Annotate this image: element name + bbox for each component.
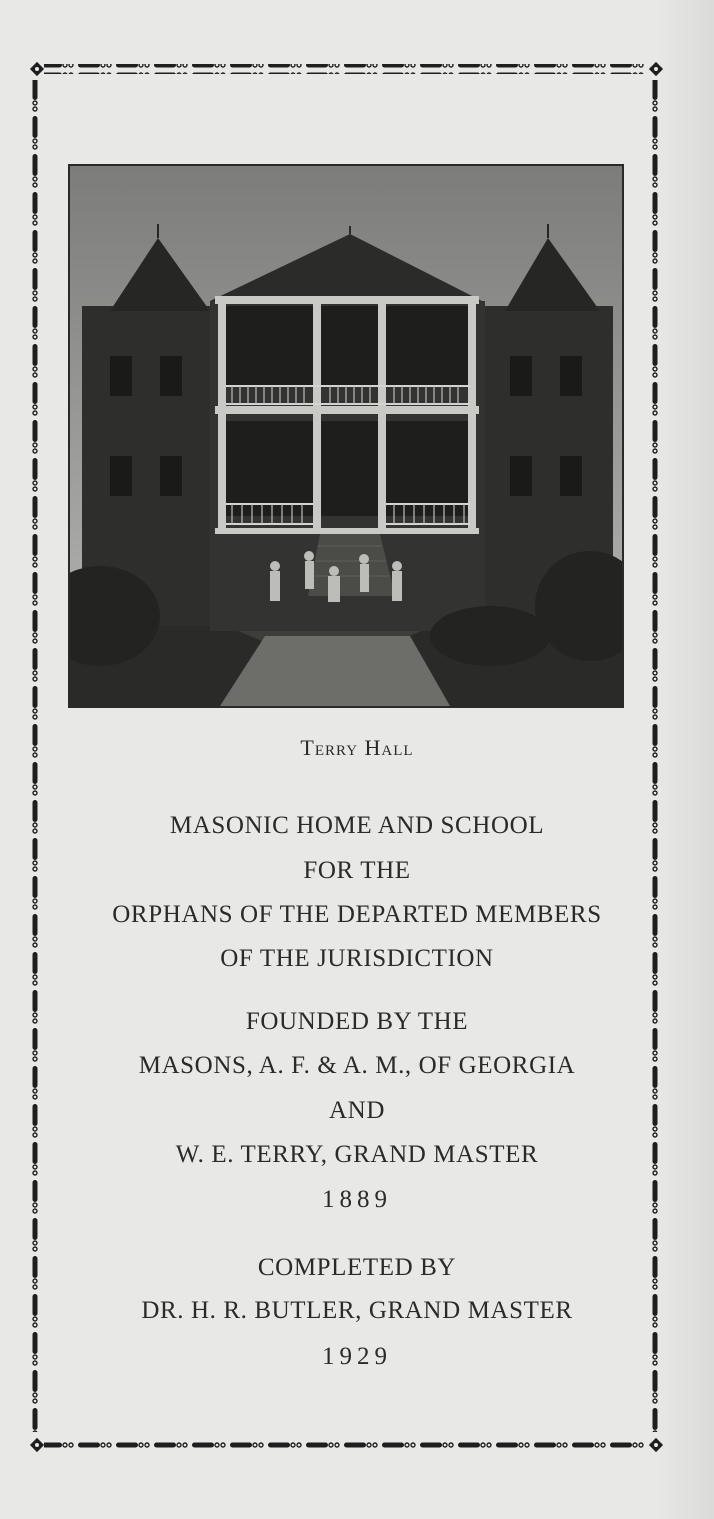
completed-line-1: COMPLETED BY (257, 1254, 457, 1281)
heading-line-4: OF THE JURISDICTION (220, 945, 494, 972)
founded-year: 1889 (322, 1186, 392, 1213)
heading-line-2: FOR THE (303, 857, 411, 884)
completed-year: 1929 (322, 1343, 392, 1370)
heading-line-1: MASONIC HOME AND SCHOOL (169, 812, 545, 839)
founded-line-1: FOUNDED BY THE (245, 1008, 469, 1035)
founded-line-2: MASONS, A. F. & A. M., OF GEORGIA (138, 1052, 576, 1079)
photo-caption: Terry Hall (300, 735, 414, 760)
terry-hall-photo (68, 164, 624, 708)
heading-line-3: ORPHANS OF THE DEPARTED MEMBERS (112, 901, 602, 928)
founded-line-3: AND (329, 1097, 385, 1124)
completed-line-2: DR. H. R. BUTLER, GRAND MASTER (141, 1297, 573, 1324)
founded-line-4: W. E. TERRY, GRAND MASTER (175, 1141, 539, 1168)
